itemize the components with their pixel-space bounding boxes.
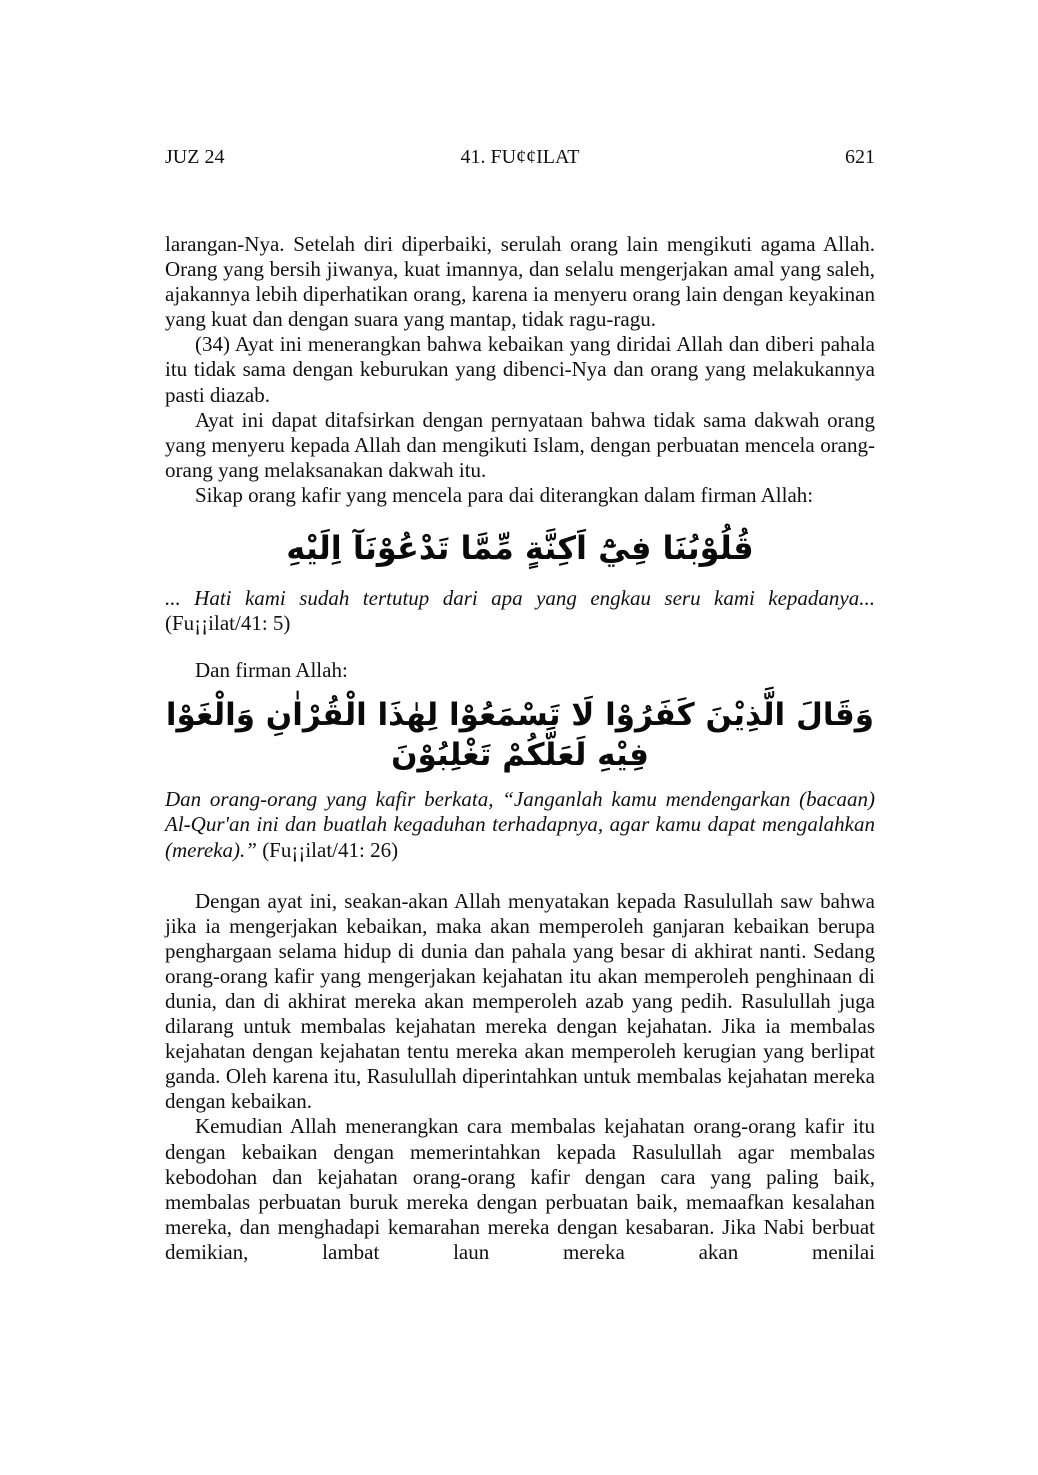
- running-header: [165, 146, 875, 172]
- page-number: 621: [845, 146, 875, 168]
- spacer: [165, 863, 875, 889]
- paragraph-intro-verse-1: Sikap orang kafir yang mencela para dai diterangkan dalam firman Allah:: [195, 482, 814, 507]
- translation-2-text: Dan orang-orang yang kafir berkata, “Janganlah kamu mendengarkan (bacaan) Al-Qur'an ini dan buatlah kegaduhan terhadapnya, agar kamu dapat mengalahkan (mereka).”: [165, 787, 875, 862]
- translation-1-text: ... Hati kami sudah tertutup dari apa yang engkau seru kami kepadanya...: [165, 586, 875, 611]
- paragraph-verse-34: (34) Ayat ini menerangkan bahwa kebaikan yang diridai Allah dan diberi pahala itu tidak sama dengan keburukan yang dibenci-Nya dan orang yang melakukannya pasti diazab.: [165, 332, 875, 407]
- paragraph-intro-verse-2: Dan firman Allah:: [195, 658, 348, 683]
- paragraph-response: Kemudian Allah menerangkan cara membalas kejahatan orang-orang kafir itu dengan kebaikan dengan memerintahkan kepada Rasulullah agar membalas kebodohan dan kejahatan orang-orang kafir dengan cara yang paling baik, membalas perbuatan buruk mereka dengan perbuatan baik, memaafkan kesalahan mereka, dan menghadapi kemarahan mereka dengan kesabaran. Jika Nabi berbuat demikian, lambat laun mereka akan menilai: [165, 1114, 875, 1264]
- paragraph-continuation: larangan-Nya. Setelah diri diperbaiki, serulah orang lain mengikuti agama Allah. Orang yang bersih jiwanya, kuat imannya, dan selalu mengerjakan amal yang saleh, ajakannya lebih diperhatikan orang, karena ia menyeru orang lain dengan keyakinan yang kuat dan dengan suara yang mantap, tidak ragu-ragu.: [165, 232, 875, 332]
- paragraph-explanation: Dengan ayat ini, seakan-akan Allah menyatakan kepada Rasulullah saw bahwa jika ia mengerjakan kebaikan, maka akan memperoleh ganjaran kebaikan berupa penghargaan selama hidup di dunia dan pahala yang besar di akhirat nanti. Sedang orang-orang kafir yang mengerjakan kejahatan itu akan memperoleh penghinaan di dunia, dan di akhirat mereka akan memperoleh azab yang pedih. Rasulullah juga dilarang untuk membalas kejahatan mereka dengan kejahatan. Jika ia membalas kejahatan dengan kejahatan tentu mereka akan memperoleh kerugian yang berlipat ganda. Oleh karena itu, Rasulullah diperintahkan untuk membalas kejahatan mereka dengan kebaikan.: [165, 888, 875, 1114]
- page-body: [165, 232, 875, 1265]
- translation-2: [165, 787, 875, 862]
- spacer: [165, 636, 875, 658]
- arabic-verse-1: قُلُوْبُنَا فِيْٓ اَكِنَّةٍ مِّمَّا تَدْعُوْنَآ اِلَيْهِ: [286, 529, 754, 568]
- juz-label: JUZ 24: [165, 146, 225, 168]
- arabic-verse-2: وَقَالَ الَّذِيْنَ كَفَرُوْا لَا تَسْمَعُوْا لِهٰذَا الْقُرْاٰنِ وَالْغَوْا فِيْهِ لَعَلَّكُمْ تَغْلِبُوْنَ: [165, 697, 875, 774]
- surah-title: 41. FU¢¢ILAT: [460, 146, 580, 168]
- reference-2: (Fu¡¡ilat/41: 26): [262, 837, 399, 862]
- reference-1: (Fu¡¡ilat/41: 5): [165, 611, 291, 636]
- translation-1: [165, 586, 875, 611]
- paragraph-interpretation: Ayat ini dapat ditafsirkan dengan pernyataan bahwa tidak sama dakwah orang yang menyeru kepada Allah dan mengikuti Islam, dengan perbuatan mencela orang-orang yang melaksanakan dakwah itu.: [165, 407, 875, 482]
